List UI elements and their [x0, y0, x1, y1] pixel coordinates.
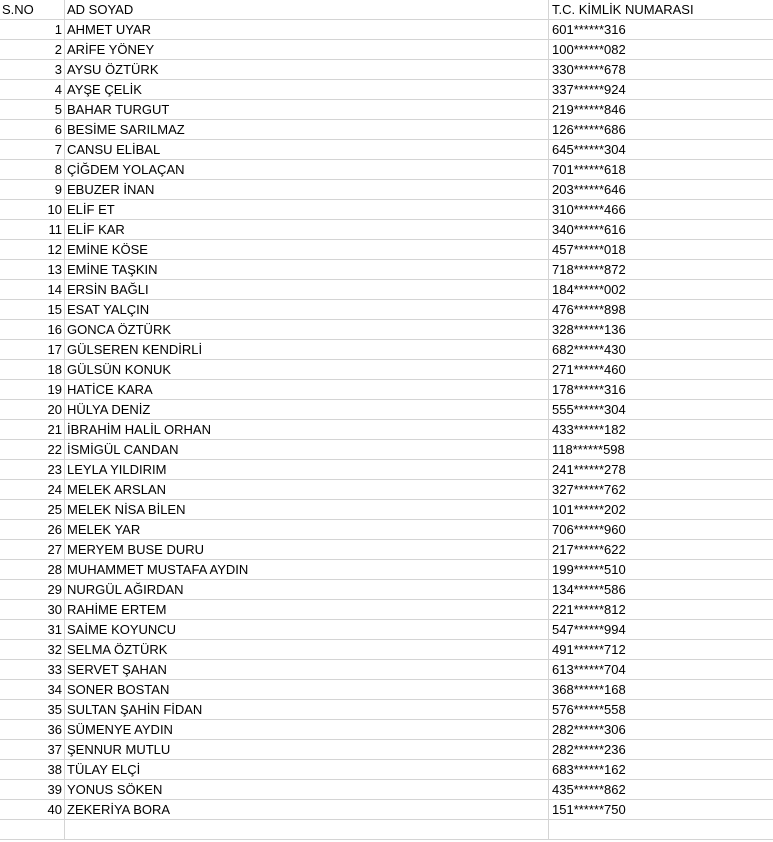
- cell-id[interactable]: 134******586: [552, 582, 626, 597]
- cell-id[interactable]: 151******750: [552, 802, 626, 817]
- cell-id[interactable]: 547******994: [552, 622, 626, 637]
- cell-name[interactable]: MELEK YAR: [65, 520, 549, 539]
- cell-sno[interactable]: 4: [0, 80, 65, 99]
- table-row: [0, 400, 773, 420]
- table-row: [0, 800, 773, 820]
- table-row: [0, 220, 773, 240]
- cell-sno[interactable]: 6: [0, 120, 65, 139]
- table-row: [0, 700, 773, 720]
- table-row: [0, 560, 773, 580]
- empty-row: [0, 820, 773, 840]
- cell-name[interactable]: CANSU ELİBAL: [65, 140, 549, 159]
- cell-sno[interactable]: 9: [0, 180, 65, 199]
- cell-id[interactable]: 203******646: [552, 182, 626, 197]
- cell-id[interactable]: 435******862: [552, 782, 626, 797]
- table-row: [0, 100, 773, 120]
- cell-sno[interactable]: 35: [0, 700, 65, 719]
- cell-name[interactable]: MUHAMMET MUSTAFA AYDIN: [65, 560, 549, 579]
- cell-id[interactable]: 718******872: [552, 262, 626, 277]
- cell-name[interactable]: EBUZER İNAN: [65, 180, 549, 199]
- cell-id[interactable]: 328******136: [552, 322, 626, 337]
- cell-sno[interactable]: 26: [0, 520, 65, 539]
- cell-id[interactable]: 241******278: [552, 462, 626, 477]
- cell-sno[interactable]: 33: [0, 660, 65, 679]
- cell-sno[interactable]: 29: [0, 580, 65, 599]
- cell-id[interactable]: 282******236: [552, 742, 626, 757]
- cell-id[interactable]: 457******018: [552, 242, 626, 257]
- cell-sno[interactable]: 3: [0, 60, 65, 79]
- cell-id[interactable]: 178******316: [552, 382, 626, 397]
- cell-sno[interactable]: 38: [0, 760, 65, 779]
- cell-sno[interactable]: 18: [0, 360, 65, 379]
- cell-id[interactable]: 576******558: [552, 702, 626, 717]
- cell-name[interactable]: İBRAHİM HALİL ORHAN: [65, 420, 549, 439]
- cell-name[interactable]: GÜLSEREN KENDİRLİ: [65, 340, 549, 359]
- cell-name[interactable]: ELİF KAR: [65, 220, 549, 239]
- table-row: [0, 640, 773, 660]
- cell-sno[interactable]: 34: [0, 680, 65, 699]
- cell-id[interactable]: 613******704: [552, 662, 626, 677]
- cell-id[interactable]: 100******082: [552, 42, 626, 57]
- cell-id[interactable]: 330******678: [552, 62, 626, 77]
- table-row: [0, 200, 773, 220]
- table-row: [0, 500, 773, 520]
- cell-sno[interactable]: 39: [0, 780, 65, 799]
- table-row: [0, 680, 773, 700]
- cell-name[interactable]: ERSİN BAĞLI: [65, 280, 549, 299]
- cell-sno[interactable]: 17: [0, 340, 65, 359]
- cell-id[interactable]: 217******622: [552, 542, 626, 557]
- table-row: [0, 460, 773, 480]
- empty-cell[interactable]: [0, 820, 65, 839]
- cell-name[interactable]: SAİME KOYUNCU: [65, 620, 549, 639]
- cell-name[interactable]: SULTAN ŞAHİN FİDAN: [65, 700, 549, 719]
- table-body: [0, 20, 773, 820]
- cell-id[interactable]: 645******304: [552, 142, 626, 157]
- empty-cell[interactable]: [65, 820, 549, 839]
- cell-sno[interactable]: 16: [0, 320, 65, 339]
- cell-name[interactable]: AYSU ÖZTÜRK: [65, 60, 549, 79]
- table-row: [0, 40, 773, 60]
- table-row: [0, 120, 773, 140]
- table-row: [0, 760, 773, 780]
- cell-id[interactable]: 476******898: [552, 302, 626, 317]
- cell-name[interactable]: İSMİGÜL CANDAN: [65, 440, 549, 459]
- cell-name[interactable]: ARİFE YÖNEY: [65, 40, 549, 59]
- cell-sno[interactable]: 37: [0, 740, 65, 759]
- cell-id[interactable]: 184******002: [552, 282, 626, 297]
- table-row: [0, 360, 773, 380]
- cell-name[interactable]: MELEK ARSLAN: [65, 480, 549, 499]
- cell-name[interactable]: BAHAR TURGUT: [65, 100, 549, 119]
- cell-name[interactable]: GÜLSÜN KONUK: [65, 360, 549, 379]
- empty-cell[interactable]: [549, 820, 773, 839]
- table-row: [0, 600, 773, 620]
- cell-sno[interactable]: 8: [0, 160, 65, 179]
- cell-name[interactable]: HATİCE KARA: [65, 380, 549, 399]
- cell-sno[interactable]: 36: [0, 720, 65, 739]
- cell-id[interactable]: 682******430: [552, 342, 626, 357]
- cell-sno[interactable]: 13: [0, 260, 65, 279]
- cell-id[interactable]: 340******616: [552, 222, 626, 237]
- cell-id[interactable]: 282******306: [552, 722, 626, 737]
- cell-name[interactable]: ÇİĞDEM YOLAÇAN: [65, 160, 549, 179]
- cell-name[interactable]: SONER BOSTAN: [65, 680, 549, 699]
- cell-name[interactable]: HÜLYA DENİZ: [65, 400, 549, 419]
- cell-id[interactable]: 337******924: [552, 82, 626, 97]
- cell-name[interactable]: ELİF ET: [65, 200, 549, 219]
- cell-name[interactable]: EMİNE TAŞKIN: [65, 260, 549, 279]
- cell-sno[interactable]: 23: [0, 460, 65, 479]
- table-row: [0, 300, 773, 320]
- table-row: [0, 480, 773, 500]
- table-row: [0, 20, 773, 40]
- header-cell-name[interactable]: AD SOYAD: [65, 0, 549, 19]
- cell-name[interactable]: AYŞE ÇELİK: [65, 80, 549, 99]
- table-row: [0, 80, 773, 100]
- cell-id[interactable]: 491******712: [552, 642, 626, 657]
- cell-name[interactable]: MERYEM BUSE DURU: [65, 540, 549, 559]
- table-row: [0, 740, 773, 760]
- cell-name[interactable]: RAHİME ERTEM: [65, 600, 549, 619]
- table-row: [0, 720, 773, 740]
- cell-id[interactable]: 219******846: [552, 102, 626, 117]
- cell-name[interactable]: SELMA ÖZTÜRK: [65, 640, 549, 659]
- cell-name[interactable]: SÜMENYE AYDIN: [65, 720, 549, 739]
- cell-name[interactable]: NURGÜL AĞIRDAN: [65, 580, 549, 599]
- cell-sno[interactable]: 7: [0, 140, 65, 159]
- cell-sno[interactable]: 5: [0, 100, 65, 119]
- cell-sno[interactable]: 22: [0, 440, 65, 459]
- table-row: [0, 140, 773, 160]
- table-row: [0, 380, 773, 400]
- table-row: [0, 620, 773, 640]
- cell-name[interactable]: ŞENNUR MUTLU: [65, 740, 549, 759]
- cell-name[interactable]: TÜLAY ELÇİ: [65, 760, 549, 779]
- cell-sno[interactable]: 19: [0, 380, 65, 399]
- cell-sno[interactable]: 27: [0, 540, 65, 559]
- table-row: [0, 280, 773, 300]
- cell-id[interactable]: 126******686: [552, 122, 626, 137]
- cell-id[interactable]: 221******812: [552, 602, 626, 617]
- cell-name[interactable]: EMİNE KÖSE: [65, 240, 549, 259]
- table-row: [0, 440, 773, 460]
- cell-name[interactable]: LEYLA YILDIRIM: [65, 460, 549, 479]
- cell-sno[interactable]: 2: [0, 40, 65, 59]
- cell-sno[interactable]: 11: [0, 220, 65, 239]
- cell-id[interactable]: 601******316: [552, 22, 626, 37]
- table-row: [0, 780, 773, 800]
- cell-sno[interactable]: 25: [0, 500, 65, 519]
- table-row: [0, 160, 773, 180]
- cell-name[interactable]: AHMET UYAR: [65, 20, 549, 39]
- cell-sno[interactable]: 20: [0, 400, 65, 419]
- cell-sno[interactable]: 28: [0, 560, 65, 579]
- cell-name[interactable]: YONUS SÖKEN: [65, 780, 549, 799]
- header-cell-sno[interactable]: S.NO: [0, 0, 65, 19]
- cell-sno[interactable]: 15: [0, 300, 65, 319]
- table-row: [0, 540, 773, 560]
- table-row: [0, 60, 773, 80]
- cell-name[interactable]: SERVET ŞAHAN: [65, 660, 549, 679]
- cell-id[interactable]: 433******182: [552, 422, 626, 437]
- cell-id[interactable]: 706******960: [552, 522, 626, 537]
- table-row: [0, 180, 773, 200]
- cell-name[interactable]: GONCA ÖZTÜRK: [65, 320, 549, 339]
- cell-sno[interactable]: 24: [0, 480, 65, 499]
- header-cell-id[interactable]: T.C. KİMLİK NUMARASI: [552, 2, 694, 17]
- table-row: [0, 340, 773, 360]
- cell-id[interactable]: 101******202: [552, 502, 626, 517]
- cell-id[interactable]: 118******598: [552, 442, 625, 457]
- table-row: [0, 520, 773, 540]
- table-row: [0, 420, 773, 440]
- cell-name[interactable]: BESİME SARILMAZ: [65, 120, 549, 139]
- cell-id[interactable]: 310******466: [552, 202, 626, 217]
- cell-id[interactable]: 701******618: [552, 162, 626, 177]
- cell-name[interactable]: MELEK NİSA BİLEN: [65, 500, 549, 519]
- cell-id[interactable]: 271******460: [552, 362, 626, 377]
- cell-id[interactable]: 683******162: [552, 762, 626, 777]
- cell-id[interactable]: 368******168: [552, 682, 626, 697]
- cell-sno[interactable]: 21: [0, 420, 65, 439]
- cell-name[interactable]: ESAT YALÇIN: [65, 300, 549, 319]
- cell-sno[interactable]: 31: [0, 620, 65, 639]
- cell-id[interactable]: 327******762: [552, 482, 626, 497]
- table-row: [0, 260, 773, 280]
- cell-sno[interactable]: 32: [0, 640, 65, 659]
- table-row: [0, 240, 773, 260]
- cell-sno[interactable]: 40: [0, 800, 65, 819]
- cell-id[interactable]: 199******510: [552, 562, 626, 577]
- table-row: [0, 660, 773, 680]
- cell-sno[interactable]: 12: [0, 240, 65, 259]
- cell-sno[interactable]: 30: [0, 600, 65, 619]
- cell-sno[interactable]: 10: [0, 200, 65, 219]
- cell-id[interactable]: 555******304: [552, 402, 626, 417]
- cell-sno[interactable]: 14: [0, 280, 65, 299]
- header-row: [0, 0, 773, 20]
- table-row: [0, 320, 773, 340]
- table-row: [0, 580, 773, 600]
- cell-sno[interactable]: 1: [0, 20, 65, 39]
- cell-name[interactable]: ZEKERİYA BORA: [65, 800, 549, 819]
